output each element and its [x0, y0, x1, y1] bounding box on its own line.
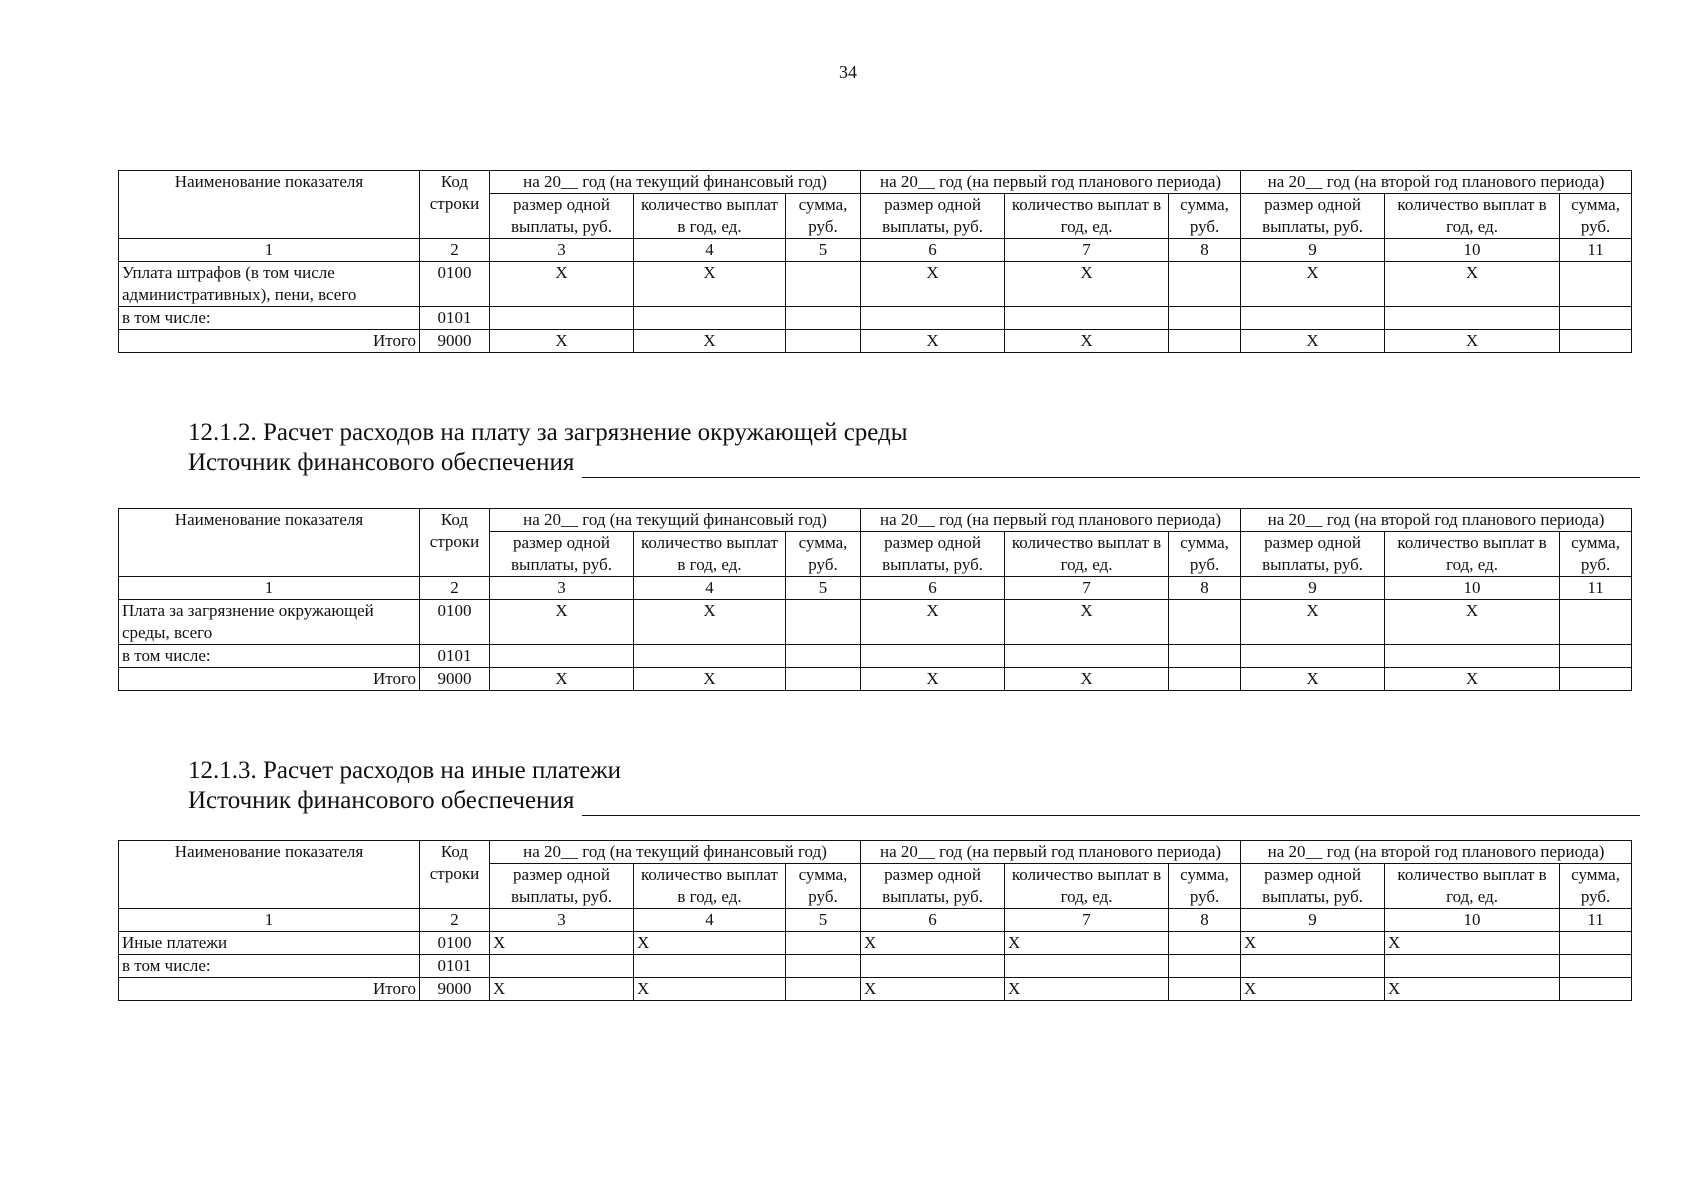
header-payment-count: количество выплат в год, ед.: [1005, 532, 1169, 577]
table-cell: X: [1241, 978, 1385, 1001]
column-number: 7: [1005, 577, 1169, 600]
header-code: Код строки: [420, 171, 490, 239]
table-cell: X: [634, 330, 786, 353]
column-number: 2: [420, 909, 490, 932]
table-cell: [634, 955, 786, 978]
table-cell: X: [634, 978, 786, 1001]
expense-table-other: [118, 840, 1632, 1001]
table-cell: [786, 262, 861, 307]
table-cell: X: [1005, 978, 1169, 1001]
table-row: [119, 932, 1632, 955]
table-cell: X: [1385, 978, 1560, 1001]
table-cell: [1560, 262, 1632, 307]
column-number: 1: [119, 239, 420, 262]
header-payment-size: размер одной выплаты, руб.: [861, 194, 1005, 239]
expense-table-pollution: [118, 508, 1632, 691]
header-sum: сумма, руб.: [1169, 194, 1241, 239]
column-number: 2: [420, 577, 490, 600]
table-cell: [1169, 262, 1241, 307]
page-number: 34: [839, 62, 857, 82]
row-code: 0100: [420, 932, 490, 955]
header-year-second: на 20__ год (на второй год планового периода): [1241, 171, 1632, 194]
table-cell: X: [634, 262, 786, 307]
table-cell: [786, 645, 861, 668]
header-row: [119, 171, 1632, 194]
table-row: [119, 645, 1632, 668]
table-cell: [1169, 978, 1241, 1001]
column-number: 9: [1241, 909, 1385, 932]
table-cell: X: [1241, 600, 1385, 645]
header-payment-count: количество выплат в год, ед.: [634, 194, 786, 239]
table-cell: X: [861, 978, 1005, 1001]
row-code: 0100: [420, 600, 490, 645]
table-cell: [490, 645, 634, 668]
table-cell: X: [1385, 668, 1560, 691]
table-cell: [786, 600, 861, 645]
column-number: 11: [1560, 577, 1632, 600]
column-number: 7: [1005, 909, 1169, 932]
table-cell: X: [634, 932, 786, 955]
table-cell: X: [634, 668, 786, 691]
table-row: [119, 262, 1632, 307]
table-cell: X: [1241, 262, 1385, 307]
header-sum: сумма, руб.: [786, 194, 861, 239]
header-year-current: на 20__ год (на текущий финансовый год): [490, 509, 861, 532]
column-number: 11: [1560, 239, 1632, 262]
table-cell: X: [490, 600, 634, 645]
table-cell: [1560, 645, 1632, 668]
column-number: 9: [1241, 577, 1385, 600]
table-cell: [1560, 668, 1632, 691]
table-cell: X: [490, 668, 634, 691]
table-cell: X: [861, 600, 1005, 645]
row-code: 0101: [420, 955, 490, 978]
column-number: 1: [119, 577, 420, 600]
column-number: 7: [1005, 239, 1169, 262]
table-cell: X: [861, 668, 1005, 691]
table-cell: X: [1005, 932, 1169, 955]
header-payment-size: размер одной выплаты, руб.: [490, 532, 634, 577]
table-row: [119, 668, 1632, 691]
column-number: 3: [490, 909, 634, 932]
table-cell: X: [1005, 262, 1169, 307]
table-row: [119, 330, 1632, 353]
table-cell: [1169, 307, 1241, 330]
funding-source-blank: [582, 793, 1640, 816]
column-number: 2: [420, 239, 490, 262]
header-payment-count: количество выплат в год, ед.: [1385, 532, 1560, 577]
table-cell: X: [861, 262, 1005, 307]
header-payment-size: размер одной выплаты, руб.: [1241, 864, 1385, 909]
row-code: 0100: [420, 262, 490, 307]
header-name: Наименование показателя: [119, 171, 420, 239]
table-cell: [634, 307, 786, 330]
table-cell: [861, 955, 1005, 978]
row-code: 9000: [420, 330, 490, 353]
funding-source-line: [188, 448, 1640, 478]
table-cell: [861, 307, 1005, 330]
column-number: 4: [634, 577, 786, 600]
header-year-second: на 20__ год (на второй год планового периода): [1241, 841, 1632, 864]
column-number: 9: [1241, 239, 1385, 262]
table-cell: [786, 955, 861, 978]
table-cell: [634, 645, 786, 668]
header-year-first: на 20__ год (на первый год планового периода): [861, 171, 1241, 194]
row-name: Плата за загрязнение окружающей среды, всего: [119, 600, 420, 645]
column-number: 1: [119, 909, 420, 932]
table-cell: [1560, 978, 1632, 1001]
funding-source-blank: [582, 455, 1640, 478]
table-cell: [861, 645, 1005, 668]
table-row: [119, 955, 1632, 978]
column-number: 11: [1560, 909, 1632, 932]
table-cell: [786, 307, 861, 330]
section-title-12-1-3: 12.1.3. Расчет расходов на иные платежи: [188, 757, 622, 784]
header-payment-size: размер одной выплаты, руб.: [490, 194, 634, 239]
column-number: 6: [861, 577, 1005, 600]
table-cell: [1169, 600, 1241, 645]
column-number: 10: [1385, 577, 1560, 600]
table-cell: [1385, 955, 1560, 978]
funding-source-label: Источник финансового обеспечения: [188, 787, 575, 814]
column-number: 8: [1169, 909, 1241, 932]
header-name: Наименование показателя: [119, 509, 420, 577]
row-code: 9000: [420, 978, 490, 1001]
table-cell: X: [861, 932, 1005, 955]
table-cell: [490, 955, 634, 978]
header-year-current: на 20__ год (на текущий финансовый год): [490, 171, 861, 194]
row-name: в том числе:: [119, 307, 420, 330]
column-number: 3: [490, 577, 634, 600]
table-cell: [1005, 645, 1169, 668]
header-payment-size: размер одной выплаты, руб.: [1241, 194, 1385, 239]
table-cell: [1560, 600, 1632, 645]
column-number: 5: [786, 239, 861, 262]
header-year-first: на 20__ год (на первый год планового периода): [861, 841, 1241, 864]
row-name: в том числе:: [119, 955, 420, 978]
header-code: Код строки: [420, 841, 490, 909]
column-number: 3: [490, 239, 634, 262]
column-number: 4: [634, 239, 786, 262]
row-name: в том числе:: [119, 645, 420, 668]
row-name: Итого: [119, 668, 420, 691]
header-year-second: на 20__ год (на второй год планового периода): [1241, 509, 1632, 532]
header-row: [119, 841, 1632, 864]
table-cell: X: [1385, 600, 1560, 645]
table-cell: X: [1005, 668, 1169, 691]
table-cell: [1241, 645, 1385, 668]
funding-source-line: [188, 786, 1640, 816]
header-code: Код строки: [420, 509, 490, 577]
header-payment-count: количество выплат в год, ед.: [634, 532, 786, 577]
table-cell: [1169, 645, 1241, 668]
column-number: 8: [1169, 577, 1241, 600]
funding-source-label: Источник финансового обеспечения: [188, 449, 575, 476]
table-cell: X: [490, 330, 634, 353]
column-number: 10: [1385, 909, 1560, 932]
row-name: Итого: [119, 978, 420, 1001]
table-cell: X: [1241, 932, 1385, 955]
header-sum: сумма, руб.: [1560, 864, 1632, 909]
column-numbers-row: [119, 239, 1632, 262]
table-cell: X: [1385, 932, 1560, 955]
header-sum: сумма, руб.: [1560, 532, 1632, 577]
table-cell: [1005, 307, 1169, 330]
header-sum: сумма, руб.: [1169, 864, 1241, 909]
column-number: 4: [634, 909, 786, 932]
table-cell: [1560, 330, 1632, 353]
table-cell: [1241, 955, 1385, 978]
header-payment-count: количество выплат в год, ед.: [1005, 864, 1169, 909]
table-row: [119, 600, 1632, 645]
table-cell: [1169, 668, 1241, 691]
table-cell: [1560, 955, 1632, 978]
column-number: 10: [1385, 239, 1560, 262]
table-cell: [1241, 307, 1385, 330]
expense-table-fines: [118, 170, 1632, 353]
row-name: Итого: [119, 330, 420, 353]
header-name: Наименование показателя: [119, 841, 420, 909]
header-year-current: на 20__ год (на текущий финансовый год): [490, 841, 861, 864]
column-number: 6: [861, 909, 1005, 932]
header-sum: сумма, руб.: [786, 532, 861, 577]
table-cell: X: [490, 978, 634, 1001]
row-name: Уплата штрафов (в том числе административных), пени, всего: [119, 262, 420, 307]
header-payment-count: количество выплат в год, ед.: [1385, 194, 1560, 239]
column-number: 8: [1169, 239, 1241, 262]
column-number: 5: [786, 909, 861, 932]
header-payment-count: количество выплат в год, ед.: [1005, 194, 1169, 239]
table-cell: X: [1385, 330, 1560, 353]
table-row: [119, 978, 1632, 1001]
header-payment-size: размер одной выплаты, руб.: [490, 864, 634, 909]
header-sum: сумма, руб.: [1169, 532, 1241, 577]
table-row: [119, 307, 1632, 330]
table-cell: [786, 932, 861, 955]
table-cell: X: [490, 262, 634, 307]
table-cell: [786, 978, 861, 1001]
table-cell: X: [1005, 600, 1169, 645]
table-cell: [1385, 307, 1560, 330]
header-payment-size: размер одной выплаты, руб.: [861, 532, 1005, 577]
column-numbers-row: [119, 909, 1632, 932]
header-payment-count: количество выплат в год, ед.: [634, 864, 786, 909]
header-sum: сумма, руб.: [1560, 194, 1632, 239]
column-numbers-row: [119, 577, 1632, 600]
header-payment-size: размер одной выплаты, руб.: [1241, 532, 1385, 577]
column-number: 5: [786, 577, 861, 600]
header-payment-count: количество выплат в год, ед.: [1385, 864, 1560, 909]
table-cell: [490, 307, 634, 330]
table-cell: X: [1241, 330, 1385, 353]
table-cell: [1385, 645, 1560, 668]
table-cell: X: [861, 330, 1005, 353]
row-code: 9000: [420, 668, 490, 691]
table-cell: [1169, 330, 1241, 353]
table-cell: X: [1385, 262, 1560, 307]
table-cell: X: [1241, 668, 1385, 691]
header-sum: сумма, руб.: [786, 864, 861, 909]
table-cell: [1169, 955, 1241, 978]
row-code: 0101: [420, 307, 490, 330]
table-cell: [786, 668, 861, 691]
table-cell: [786, 330, 861, 353]
header-payment-size: размер одной выплаты, руб.: [861, 864, 1005, 909]
header-year-first: на 20__ год (на первый год планового периода): [861, 509, 1241, 532]
table-cell: [1560, 932, 1632, 955]
table-cell: X: [634, 600, 786, 645]
header-row: [119, 509, 1632, 532]
table-cell: [1169, 932, 1241, 955]
table-cell: X: [1005, 330, 1169, 353]
table-cell: [1560, 307, 1632, 330]
table-cell: X: [490, 932, 634, 955]
section-title-12-1-2: 12.1.2. Расчет расходов на плату за загрязнение окружающей среды: [188, 419, 908, 446]
column-number: 6: [861, 239, 1005, 262]
row-name: Иные платежи: [119, 932, 420, 955]
table-cell: [1005, 955, 1169, 978]
row-code: 0101: [420, 645, 490, 668]
